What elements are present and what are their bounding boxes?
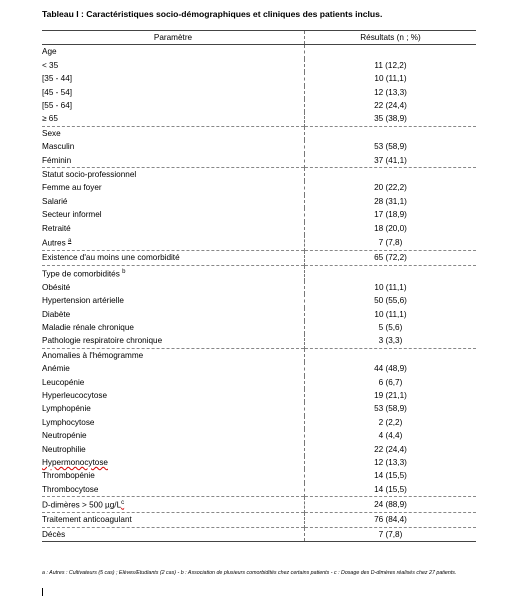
row-label: Leucopénie [42, 377, 85, 387]
row-label: Pathologie respiratoire chronique [42, 336, 163, 346]
table-row [42, 443, 476, 456]
row-value: 12 (13,3) [305, 86, 477, 99]
row-label: Diabète [42, 309, 71, 319]
row-label: Neutropénie [42, 431, 87, 441]
row-value: 10 (11,1) [305, 308, 477, 321]
row-value: 28 (31,1) [305, 195, 477, 208]
row-label: Féminin [42, 155, 72, 165]
table-row [42, 112, 476, 126]
text-cursor [42, 588, 43, 596]
row-value: 53 (58,9) [305, 140, 477, 153]
row-label: < 35 [42, 60, 59, 70]
table-row [42, 321, 476, 334]
table-header-row [42, 31, 476, 45]
row-label: Salarié [42, 196, 68, 206]
footnote-marker: a [67, 238, 72, 245]
row-value: 14 (15,5) [305, 469, 477, 482]
row-value: 24 (88,9) [305, 497, 477, 513]
section-label: Existence d'au moins une comorbidité [42, 251, 305, 265]
table-row [42, 208, 476, 221]
table-row [42, 59, 476, 72]
row-value: 10 (11,1) [305, 72, 477, 85]
section-label: Sexe [42, 126, 305, 140]
row-label: Secteur informel [42, 210, 102, 220]
table-row [42, 195, 476, 208]
table-row [42, 483, 476, 497]
table-row [42, 140, 476, 153]
row-value: 5 (5,6) [305, 321, 477, 334]
section-age [42, 45, 476, 59]
row-value: 7 (7,8) [305, 527, 477, 541]
row-value: 65 (72,2) [305, 251, 477, 265]
row-value: 19 (21,1) [305, 389, 477, 402]
row-value: 76 (84,4) [305, 513, 477, 527]
row-value: 2 (2,2) [305, 416, 477, 429]
row-deces [42, 527, 476, 541]
header-resultats: Résultats (n ; %) [305, 31, 477, 45]
row-value: 7 (7,8) [305, 235, 477, 251]
table-row [42, 469, 476, 482]
row-label: Femme au foyer [42, 183, 102, 193]
row-value: 20 (22,2) [305, 181, 477, 194]
section-label: Statut socio-professionnel [42, 168, 305, 182]
row-value: 10 (11,1) [305, 281, 477, 294]
table-footnote: a : Autres : Cultivateurs (5 cas) ; Elèves/Etudiants (2 cas) - b : Association de plusieurs comorbidités chez certains patients - c : Dosage des D-dimères réalisés chez 27 patients. [42, 570, 457, 576]
table-row [42, 308, 476, 321]
table-row [42, 99, 476, 112]
section-statut [42, 168, 476, 182]
row-label: Thrombopénie [42, 471, 95, 481]
row-value: 17 (18,9) [305, 208, 477, 221]
row-value: 50 (55,6) [305, 294, 477, 307]
row-value: 37 (41,1) [305, 154, 477, 168]
row-value: 18 (20,0) [305, 222, 477, 235]
table-row [42, 72, 476, 85]
row-label: Retraité [42, 223, 71, 233]
section-label-text: Type de comorbidités [42, 269, 120, 279]
row-label: Anémie [42, 364, 70, 374]
table-row [42, 402, 476, 415]
row-value: 3 (3,3) [305, 334, 477, 348]
header-parametre: Paramètre [42, 31, 305, 45]
row-value: 35 (38,9) [305, 112, 477, 126]
table-row [42, 362, 476, 375]
row-label: Maladie rénale chronique [42, 323, 134, 332]
row-label-text: Hypermonocytose [42, 458, 108, 468]
table-row [42, 86, 476, 99]
row-label: ≥ 65 [42, 114, 58, 124]
row-label: Lymphocytose [42, 417, 95, 427]
row-label: [45 - 54] [42, 87, 73, 97]
table-row [42, 294, 476, 307]
table-row [42, 181, 476, 194]
section-label: Traitement anticoagulant [42, 513, 305, 527]
row-value: 22 (24,4) [305, 443, 477, 456]
row-value: 4 (4,4) [305, 429, 477, 442]
table-row [42, 222, 476, 235]
table-row [42, 389, 476, 402]
section-label: Anomalies à l'hémogramme [42, 348, 305, 362]
row-label: Hypertension artérielle [42, 296, 124, 306]
row-label: [55 - 64] [42, 101, 73, 111]
row-d-dimeres [42, 497, 476, 513]
table-row [42, 334, 476, 348]
row-value: 14 (15,5) [305, 483, 477, 497]
section-label-text: D-dimères > 500 µg/L [42, 501, 122, 511]
section-label: Age [42, 45, 305, 59]
table-row [42, 416, 476, 429]
section-hemogramme [42, 348, 476, 362]
table-row [42, 154, 476, 168]
section-label [42, 497, 305, 513]
row-label: Obésité [42, 282, 71, 292]
footnote-marker: b [122, 268, 126, 275]
row-label: Masculin [42, 142, 75, 152]
section-label: Décès [42, 527, 305, 541]
section-label [42, 265, 305, 281]
row-label [42, 456, 305, 469]
section-type-comorbidites [42, 265, 476, 281]
row-label: [35 - 44] [42, 74, 73, 84]
row-comorbidite-existence [42, 251, 476, 265]
row-value: 12 (13,3) [305, 456, 477, 469]
row-value: 44 (48,9) [305, 362, 477, 375]
table-row [42, 235, 476, 251]
row-label: Thrombocytose [42, 484, 99, 494]
row-label-text: Autres [42, 238, 66, 248]
row-value: 53 (58,9) [305, 402, 477, 415]
row-value: 11 (12,2) [305, 59, 477, 72]
table-title: Tableau I : Caractéristiques socio-démographiques et cliniques des patients inclus. [42, 9, 383, 19]
row-label: Hyperleucocytose [42, 391, 108, 401]
row-label: Lymphopénie [42, 404, 91, 414]
table-row [42, 376, 476, 389]
row-value: 22 (24,4) [305, 99, 477, 112]
table-row [42, 281, 476, 294]
section-sexe [42, 126, 476, 140]
table-row [42, 429, 476, 442]
footnote-marker: c [121, 500, 125, 507]
characteristics-table [42, 30, 476, 542]
row-label [42, 235, 305, 251]
table-row [42, 456, 476, 469]
row-label: Neutrophilie [42, 444, 86, 454]
row-traitement [42, 513, 476, 527]
row-value: 6 (6,7) [305, 376, 477, 389]
